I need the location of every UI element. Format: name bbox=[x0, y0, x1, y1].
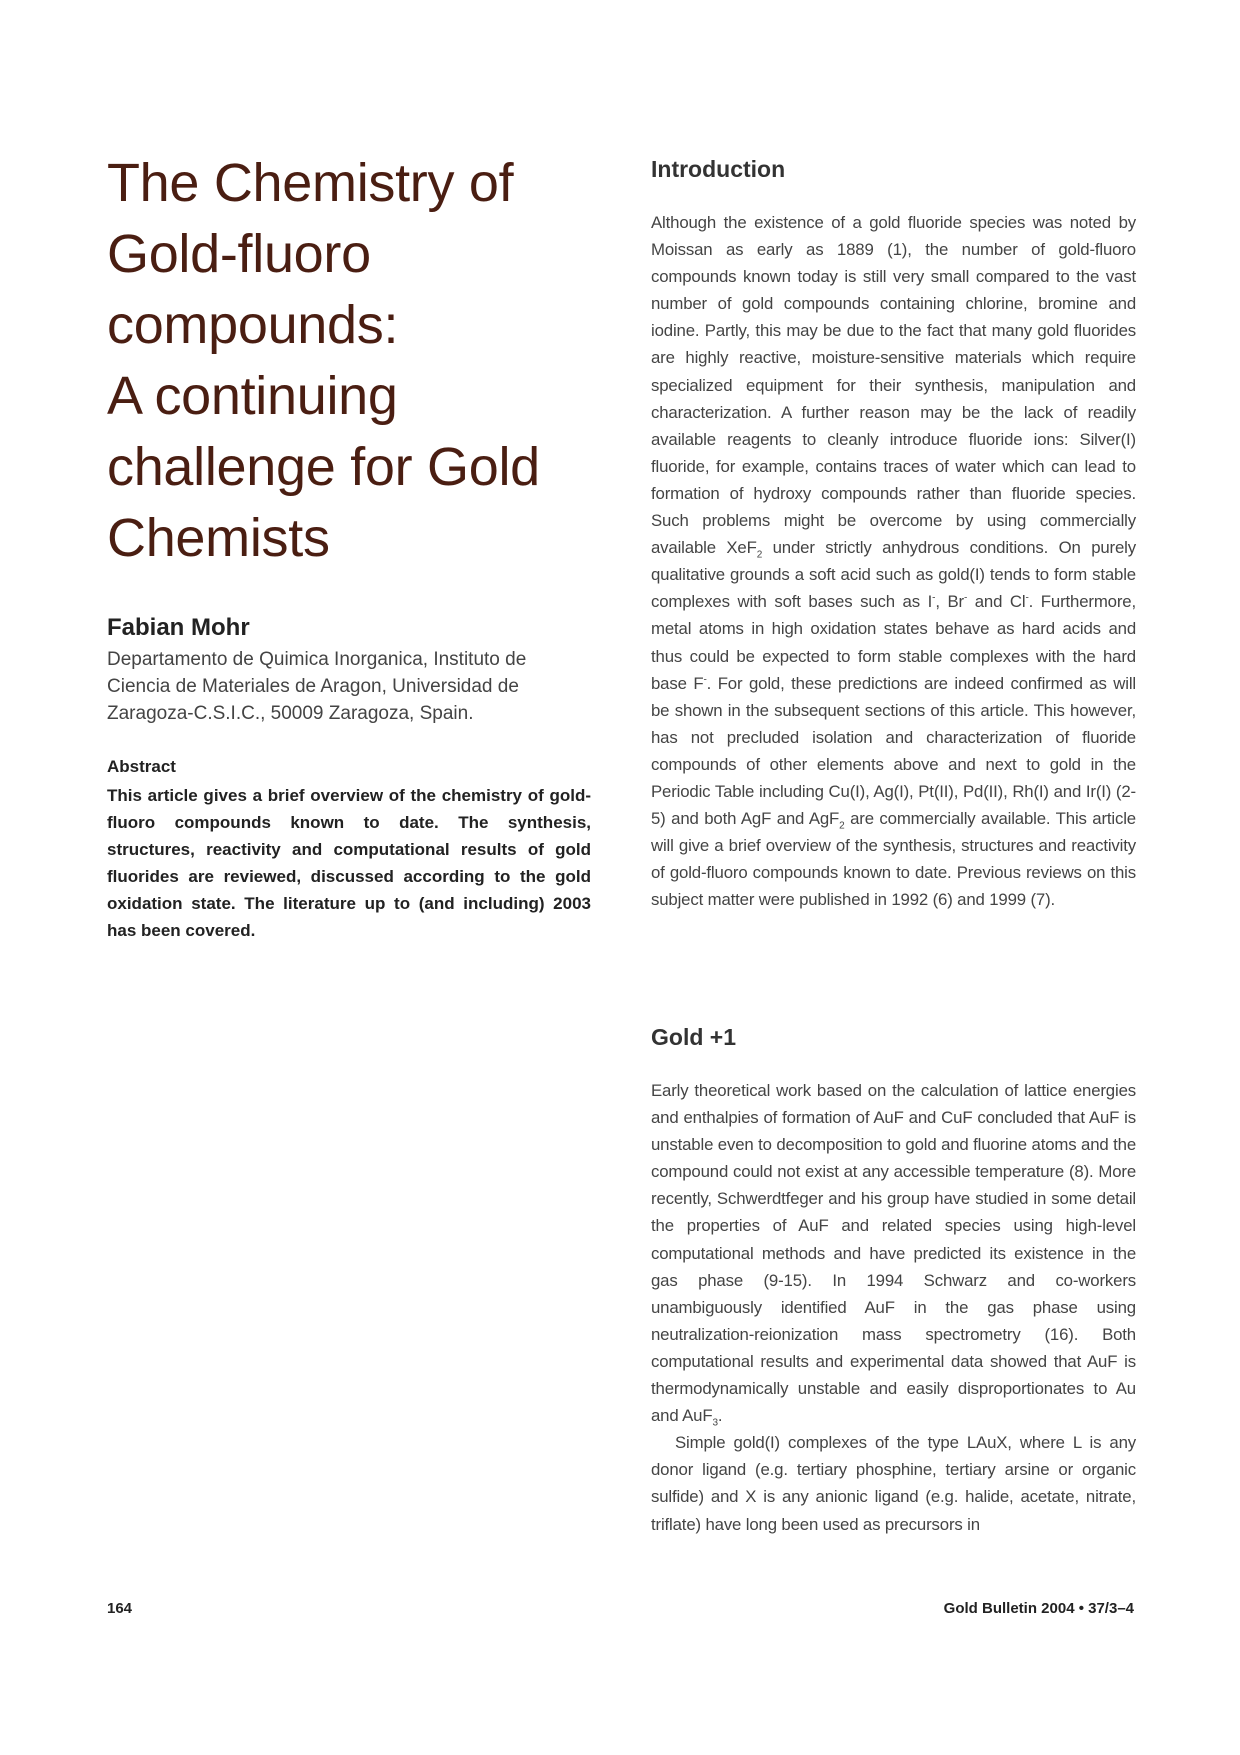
gold1-heading: Gold +1 bbox=[651, 1024, 736, 1050]
title-line: Chemists bbox=[107, 508, 330, 568]
article-title bbox=[107, 148, 627, 574]
abstract-text: This article gives a brief overview of the chemistry of gold-fluoro compounds known to date. The synthesis, structures, reactivity and computational results of gold fluorides are reviewed, discussed according to the gold oxidation state. The literature up to (and including) 2003 has been covered. bbox=[107, 786, 591, 940]
affiliation-line: Departamento de Quimica Inorganica, Instituto de bbox=[107, 649, 527, 670]
introduction-section bbox=[651, 156, 1136, 913]
introduction-heading: Introduction bbox=[651, 156, 786, 182]
gold1-section bbox=[651, 1024, 1136, 1538]
title-line: A continuing bbox=[107, 366, 398, 426]
title-line: compounds: bbox=[107, 295, 399, 355]
author-block bbox=[107, 614, 627, 727]
title-line: challenge for Gold bbox=[107, 437, 540, 497]
author-affiliation bbox=[107, 646, 627, 727]
author-name: Fabian Mohr bbox=[107, 614, 250, 641]
abstract-section bbox=[107, 757, 591, 944]
title-line: The Chemistry of bbox=[107, 153, 514, 213]
affiliation-line: Ciencia de Materiales de Aragon, Universidad de bbox=[107, 676, 519, 697]
affiliation-line: Zaragoza-C.S.I.C., 50009 Zaragoza, Spain. bbox=[107, 703, 474, 724]
title-line: Gold-fluoro bbox=[107, 224, 371, 284]
abstract-heading: Abstract bbox=[107, 757, 176, 776]
page-number: 164 bbox=[107, 1600, 133, 1617]
journal-reference: Gold Bulletin 2004 • 37/3–4 bbox=[943, 1600, 1134, 1617]
introduction-paragraph: Although the existence of a gold fluoride species was noted by Moissan as early as 1889 (1), the number of gold-fluoro compounds known today is still very small compared to the vast number of gold compounds containing chlorine, bromine and iodine. Partly, this may be due to the fact that many gold fluorides are highly reactive, moisture-sensitive materials which require specialized equipment for their synthesis, manipulation and characterization. A further reason may be the lack of readily available reagents to cleanly introduce fluoride ions: Silver(I) fluoride, for example, contains traces of water which can lead to formation of hydroxy compounds rather than fluoride species. Such problems might be overcome by using commercially available XeF$_2$ under strictly anhydrous conditions. On purely qualitative grounds a soft acid such as gold(I) tends to form stable complexes with soft bases such as I-, Br- and Cl-. Furthermore, metal atoms in high oxidation states behave as hard acids and thus could be expected to form stable complexes with the hard base F-. For gold, these predictions are indeed confirmed as will be shown in the subsequent sections of this article. This however, has not precluded isolation and characterization of fluoride compounds of other elements above and next to gold in the Periodic Table including Cu(I), Ag(I), Pt(II), Pd(II), Rh(I) and Ir(I) (2-5) and both AgF and AgF$_2$ are commercially available. This article will give a brief overview of the synthesis, structures and reactivity of gold-fluoro compounds known to date. Previous reviews on this subject matter were published in 1992 (6) and 1999 (7). bbox=[651, 213, 1137, 910]
gold1-paragraph-1: Early theoretical work based on the calculation of lattice energies and enthalpies of formation of AuF and CuF concluded that AuF is unstable even to decomposition to gold and fluorine atoms and the compound could not exist at any accessible temperature (8). More recently, Schwerdtfeger and his group have studied in some detail the properties of AuF and related species using high-level computational methods and have predicted its existence in the gas phase (9-15). In 1994 Schwarz and co-workers unambiguously identified AuF in the gas phase using neutralization-reionization mass spectrometry (16). Both computational results and experimental data showed that AuF is thermodynamically unstable and easily disproportionates to Au and AuF$_3$. bbox=[651, 1081, 1136, 1429]
gold1-paragraph-2: Simple gold(I) complexes of the type LAuX, where L is any donor ligand (e.g. tertiary phosphine, tertiary arsine or organic sulfide) and X is any anionic ligand (e.g. halide, acetate, nitrate, triflate) have long been used as precursors in bbox=[651, 1433, 1136, 1534]
